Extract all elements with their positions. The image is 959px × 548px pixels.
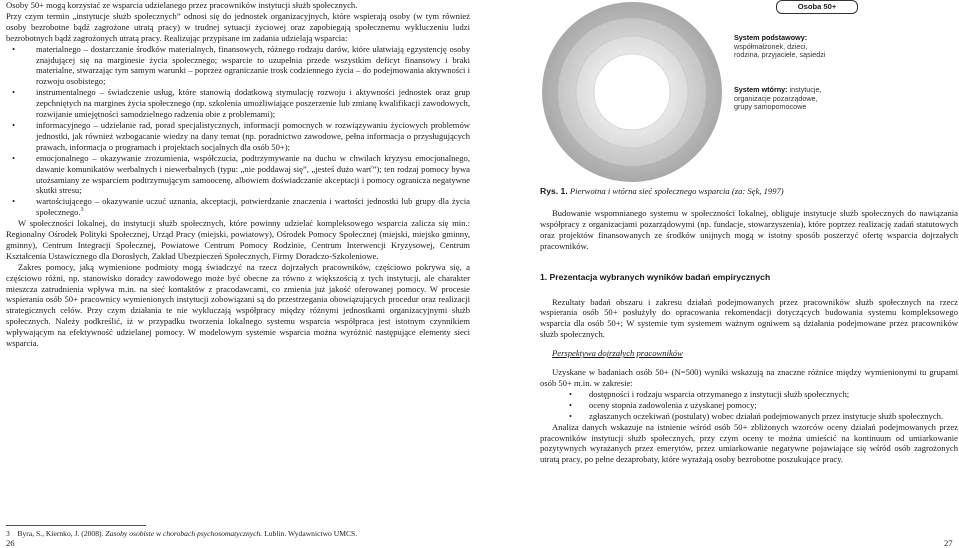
primary-system-title: System podstawowy:	[734, 33, 808, 42]
support-types-list	[6, 44, 470, 219]
left-paragraph-3: Zakres pomocy, jaką wymienione podmioty mogą świadczyć na rzecz dojrzałych pracowników, częściowo pokrywa się, a częściowo różni, np. stanowisko doradcy zawodowego może być obecne za równo z większością z tych instytucji, ale charakter mieszcza zatrudnienia wpływa m.in. na sieć kontaktów z pracodawcami, co zmienia już jakość oferowanej pomocy. W procesie wspierania osób 50+ pracownicy wymienionych instytucji zobowiązani są do przestrzegania obowiązujących procedur oraz realizacji strategicznych celów. Przy czym działania te nie wykluczają współpracy między różnymi jednostkami organizacyjnymi służb społecznych. Należy podkreślić, iż w przypadku tworzenia lokalnego systemu wsparcia współpraca jest istotnym czynnikiem wpływającym na efektywność udzielanej pomocy. W modelowym systemie wsparcia można wyróżnić następujące elementy sieci wsparcia.	[6, 261, 470, 349]
page-number-left: 26	[6, 538, 15, 548]
footnote-text: Byra, S., Kiernko, J. (2008).	[17, 529, 104, 538]
list-item: • instrumentalnego – świadczenie usług, które stanowią dodatkową stymulację rozwoju i aktywności jednostek oraz grup zepchniętych na margines życia społecznego (np. szkolenia umożliwiające poszerzenie lub zmianę kwalifikacji zawodowych, rozwijanie umiejętności samodzielnego radzenia obie z problemami);	[36, 87, 470, 120]
footnote	[6, 529, 476, 538]
footnote-title: Zasoby osobiste w chorobach psychosomatycznych.	[105, 529, 263, 538]
list-item-text: wartościującego – okazywanie uczuć uznania, akceptacji, potwierdzanie znaczenia i wartości jednostki lub grupy dla życia społecznego.	[36, 196, 470, 218]
list-item: • zgłaszanych oczekiwań (postulaty) wobec działań podejmowanych przez instytucje służb społecznych.	[589, 411, 958, 422]
list-item: • emocjonalnego – okazywanie zrozumienia, współczucia, podtrzymywanie na duchu w chwilach kryzysu emocjonalnego, dawanie komunikatów werbalnych i niewerbalnych (typu: „nie poddawaj się”, „jesteś dużo warť”); ten rodzaj pomocy bywa utożsamiany ze wsparciem podtrzymującym samoocenę, albowiem doświadczanie akceptacji i pomocy ogranicza negatywne skutki stresu;	[36, 153, 470, 197]
left-title: Osoby 50+ mogą korzystać ze wsparcia udzielanego przez pracowników instytucji służb społecznych.	[6, 0, 358, 10]
right-paragraph-4: Analiza danych wskazuje na istnienie wśród osób 50+ zbliżonych wzorców oceny działań podejmowanych przez pracowników instytucji służb społecznych, przy czym oceny te można umieścić na kontinuum od umiarkowanie pozytywnych wyrażanych przez emerytów, przez umiarkowanie negatywne pojawiające się wśród osób zagrożonych utratą pracy, po pełne dezaprobaty, które wyrażają osoby bezrobotne poszukujące pracy.	[540, 421, 958, 465]
list-item: • informacyjnego – udzielanie rad, porad specjalistycznych, informacji pomocnych w rozwiązywaniu życiowych problemów jednostki, jak również wzbogacanie wiedzy na dany temat (np. poradnictwo zawodowe, pełna informacja o przysługujących prawach, informacja o programach i projektach socjalnych dla osób 50+);	[36, 120, 470, 153]
left-paragraph-1: Przy czym termin „instytucje służb społecznych” odnosi się do jednostek organizacyjnych, które wspierają osoby (w tym również osoby bezrobotne bądź zagrożone utratą pracy) w trudnej sytuacji życiowej oraz zapobiegają społecznemu wykluczeniu ludzi bezrobotnych bądź zagrożonych utratą pracy. Realizując przypisane im zadania udzielają wsparcia:	[6, 10, 470, 43]
list-item: • dostępności i rodzaju wsparcia otrzymanego z instytucji służb społecznych;	[589, 389, 958, 400]
center-person-label: Osoba 50+	[776, 0, 858, 14]
footnote-divider	[6, 525, 146, 526]
primary-system-text: współmałżonek, dzieci, rodzina, przyjaciele, sąsiedzi	[734, 41, 826, 60]
core-ring	[594, 54, 670, 130]
caption-text: Pierwotna i wtórna sieć społecznego wsparcia (za: Sęk, 1997)	[569, 186, 784, 196]
section-heading: 1. Prezentacja wybranych wyników badań empirycznych	[540, 271, 771, 282]
secondary-system-title: System wtórny:	[734, 85, 788, 94]
left-column	[6, 0, 470, 349]
right-paragraph-1: Budowanie wspomnianego systemu w społeczności lokalnej, obliguje instytucje służb społecznych do nawiązania współpracy z organizacjami pozarządowymi (np. fundacje, stowarzyszenia), które poprzez realizację zadań statutowych oraz projektów finansowanych ze środków unijnych mogą w istotny sposób poszerzyć ofertę wsparcia dojrzałych pracowników.	[540, 208, 958, 251]
right-paragraph-3: Uzyskane w badaniach osób 50+ (N=500) wyniki wskazują na znaczne różnice między wymienionymi tu grupami osób 50+ m.in. w zakresie:	[540, 367, 958, 388]
secondary-system-text: instytucje, organizacje pozarządowe, grupy samopomocowe	[734, 85, 822, 112]
list-item: • materialnego – dostarczanie środków materialnych, finansowych, różnego rodzaju darów, które ułatwiają egzystencję osoby znajdującej się na marginesie życia społecznego; wsparcie to uzupełnia przede wszystkim deficyt finansowy i braki materialne, stwarzając tym samym warunki – poprzez ograniczanie trosk codziennego życia – do podejmowania aktywności i rozwoju osobistego;	[36, 44, 470, 88]
differences-list	[540, 389, 958, 422]
list-item	[36, 196, 470, 218]
footnote-ref: 3	[80, 207, 84, 214]
left-paragraph-2: W społeczności lokalnej, do instytucji służb społecznych, które powinny udzielać kompleksowego wsparcia zalicza się min.: Regionalny Ośrodek Polityki Społecznej, Urząd Pracy (miejski, powiatowy), Ośrodek Pomocy Społecznej (miejski, miejsko gminny, gminny), Centrum Integracji Społecznej, Powiatowe Centrum Pomocy Rodzinie, Centrum Interwencji Kryzysowej, Centrum Kształcenia Ustawicznego dla Dorosłych, Zakład Ubezpieczeń Społecznych, Firmy Doradczo-Szkoleniowe.	[6, 218, 470, 261]
caption-label: Rys. 1.	[540, 186, 568, 196]
footnote-tail: Lublin. Wydawnictwo UMCS.	[264, 529, 358, 538]
support-network-diagram	[536, 0, 958, 184]
right-column	[540, 208, 958, 465]
page-number-right: 27	[944, 538, 953, 548]
footnote-number: 3	[6, 529, 10, 538]
list-item: • oceny stopnia zadowolenia z uzyskanej pomocy;	[589, 400, 958, 411]
subheading: Perspektywa dojrzałych pracowników	[552, 348, 683, 359]
figure-caption	[540, 186, 958, 197]
right-paragraph-2: Rezultaty badań obszaru i zakresu działań podejmowanych przez pracowników służb społecznych na rzecz wspierania osób 50+ posłużyły do opracowania rekomendacji dotyczących budowania systemu kompleksowego wsparcia dla osób 50+; W systemie tym systemem ważnym ogniwem są działania podejmowane przez pracowników służb społecznych.	[540, 296, 958, 340]
